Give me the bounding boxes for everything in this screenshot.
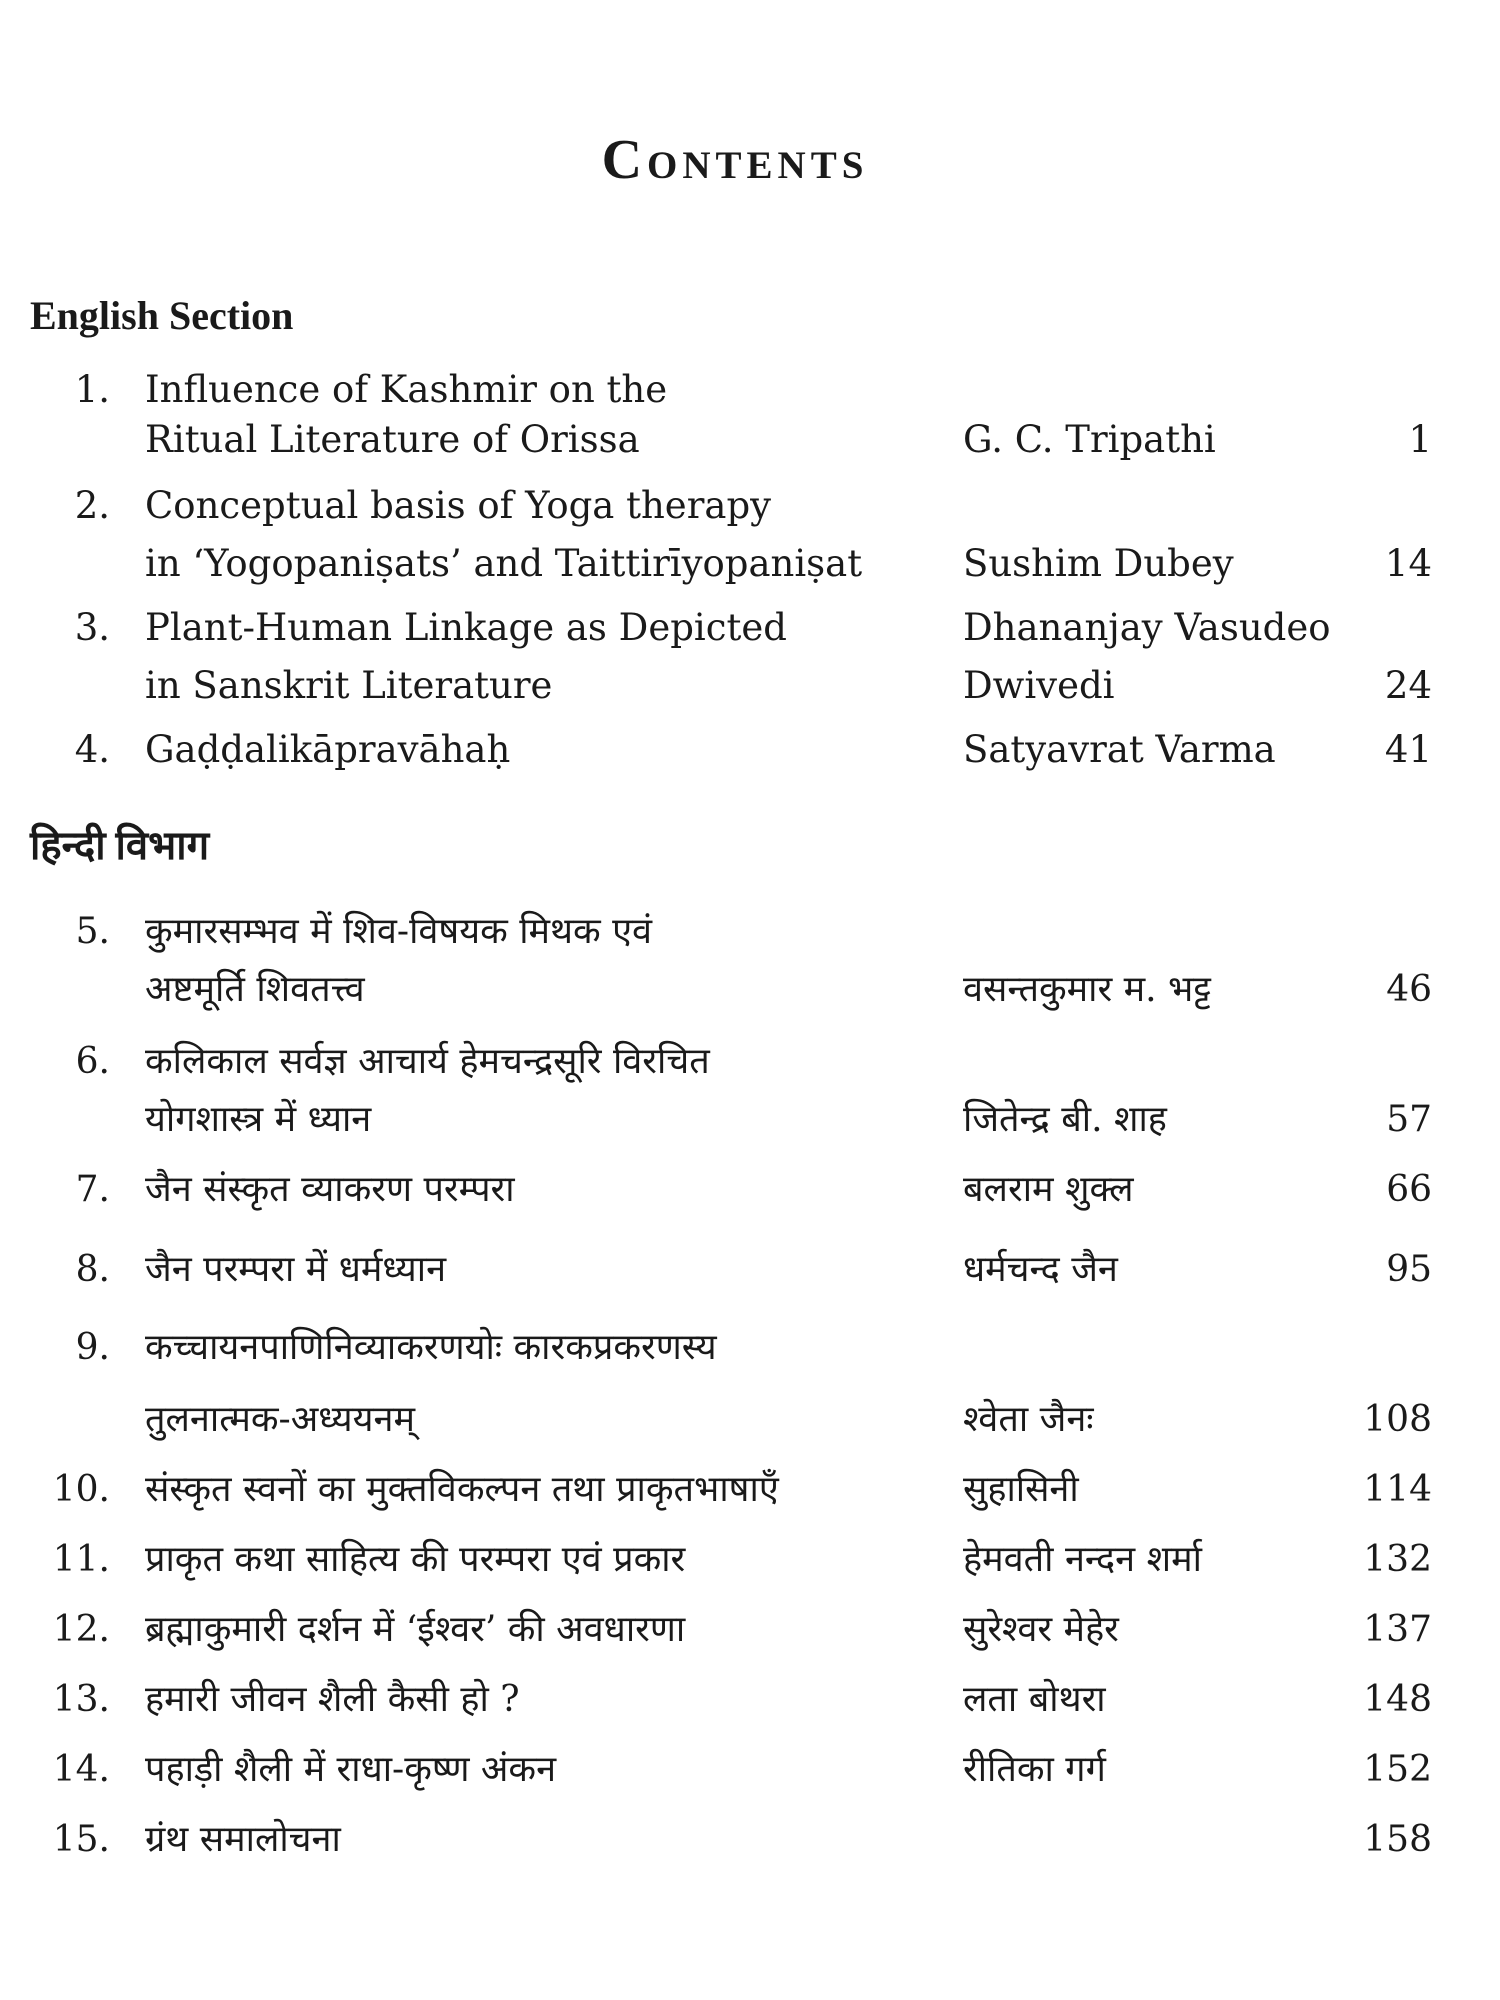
entry-page: 114 <box>1363 1469 1432 1510</box>
toc-entry-12 <box>0 1602 1500 1658</box>
entry-title: Influence of Kashmir on the <box>145 368 668 411</box>
entry-author: श्वेता जैनः <box>963 1399 1094 1440</box>
entry-title: तुलनात्मक-अध्ययनम् <box>145 1399 415 1440</box>
entry-author: Dhananjay Vasudeo <box>963 606 1331 649</box>
entry-title: ब्रह्माकुमारी दर्शन में ‘ईश्वर’ की अवधारणा <box>145 1609 686 1650</box>
entry-page: 148 <box>1363 1679 1432 1720</box>
entry-title: Plant-Human Linkage as Depicted <box>145 606 787 649</box>
entry-author: Dwivedi <box>963 664 1115 707</box>
toc-entry-7 <box>0 1162 1500 1218</box>
english-section-heading: English Section <box>30 293 294 338</box>
toc-entry-8 <box>0 1242 1500 1298</box>
entry-title: अष्टमूर्ति शिवतत्त्व <box>145 969 365 1010</box>
toc-entry-9-line-1 <box>0 1320 1500 1376</box>
toc-entry-14 <box>0 1742 1500 1798</box>
entry-title: प्राकृत कथा साहित्य की परम्परा एवं प्रकार <box>145 1539 686 1580</box>
entry-author: सुरेश्वर मेहेर <box>963 1609 1119 1650</box>
entry-page: 137 <box>1363 1609 1432 1650</box>
entry-number: 9. <box>75 1327 110 1368</box>
entry-number: 1. <box>74 368 110 411</box>
entry-title: Gaḍḍalikāpravāhaḥ <box>145 728 511 771</box>
entry-number: 7. <box>75 1169 110 1210</box>
entry-page: 132 <box>1363 1539 1432 1580</box>
toc-entry-3-line-2 <box>0 658 1500 714</box>
entry-page: 66 <box>1386 1169 1432 1210</box>
entry-title: कुमारसम्भव में शिव-विषयक मिथक एवं <box>145 911 653 952</box>
toc-entry-5-line-2 <box>0 962 1500 1018</box>
toc-entry-6-line-2 <box>0 1092 1500 1148</box>
entry-page: 152 <box>1363 1749 1432 1790</box>
toc-entry-2-line-2 <box>0 536 1500 592</box>
toc-entry-15 <box>0 1812 1500 1868</box>
entry-author: जितेन्द्र बी. शाह <box>963 1099 1167 1140</box>
entry-number: 5. <box>75 911 110 952</box>
entry-page: 108 <box>1363 1399 1432 1440</box>
entry-title: जैन संस्कृत व्याकरण परम्परा <box>145 1169 515 1210</box>
entry-title: जैन परम्परा में धर्मध्यान <box>145 1249 447 1290</box>
entry-title: हमारी जीवन शैली कैसी हो ? <box>145 1679 520 1720</box>
entry-author: रीतिका गर्ग <box>963 1749 1106 1790</box>
toc-entry-5-line-1 <box>0 904 1500 960</box>
toc-entry-1-line-2 <box>0 412 1500 468</box>
entry-title: संस्कृत स्वनों का मुक्तविकल्पन तथा प्राकृतभाषाएँ <box>145 1469 779 1510</box>
toc-entry-6-line-1 <box>0 1034 1500 1090</box>
toc-entry-4-line-1 <box>0 722 1500 778</box>
entry-title: कच्चायनपाणिनिव्याकरणयोः कारकप्रकरणस्य <box>145 1327 717 1368</box>
entry-title: in ‘Yogopaniṣats’ and Taittirīyopaniṣat <box>145 542 863 585</box>
entry-number: 10. <box>52 1469 110 1510</box>
entry-title: योगशास्त्र में ध्यान <box>145 1099 372 1140</box>
toc-entry-11 <box>0 1532 1500 1588</box>
toc-entry-2-line-1 <box>0 478 1500 534</box>
entry-author: G. C. Tripathi <box>963 418 1216 461</box>
entry-number: 11. <box>52 1539 110 1580</box>
toc-entry-10 <box>0 1462 1500 1518</box>
entry-page: 95 <box>1386 1249 1432 1290</box>
entry-number: 6. <box>75 1041 110 1082</box>
hindi-section-heading: हिन्दी विभाग <box>30 823 210 868</box>
entry-author: बलराम शुक्ल <box>963 1169 1134 1210</box>
entry-title: ग्रंथ समालोचना <box>145 1819 341 1860</box>
entry-number: 3. <box>74 606 110 649</box>
entry-title: Conceptual basis of Yoga therapy <box>145 484 772 527</box>
entry-author: धर्मचन्द जैन <box>963 1249 1118 1290</box>
entry-page: 46 <box>1386 969 1432 1010</box>
entry-number: 8. <box>75 1249 110 1290</box>
entry-number: 15. <box>52 1819 110 1860</box>
entry-title: कलिकाल सर्वज्ञ आचार्य हेमचन्द्रसूरि विरचित <box>145 1041 710 1082</box>
entry-page: 14 <box>1384 542 1432 585</box>
entry-number: 4. <box>74 728 110 771</box>
entry-number: 12. <box>52 1609 110 1650</box>
toc-entry-13 <box>0 1672 1500 1728</box>
entry-page: 24 <box>1384 664 1432 707</box>
entry-author: वसन्तकुमार म. भट्ट <box>963 969 1211 1010</box>
entry-title: पहाड़ी शैली में राधा-कृष्ण अंकन <box>145 1749 557 1790</box>
entry-number: 14. <box>52 1749 110 1790</box>
entry-page: 57 <box>1386 1099 1432 1140</box>
entry-title: in Sanskrit Literature <box>145 664 553 707</box>
toc-entry-1-line-1 <box>0 362 1500 418</box>
toc-entry-9-line-2 <box>0 1392 1500 1448</box>
toc-entry-3-line-1 <box>0 600 1500 656</box>
entry-number: 13. <box>52 1679 110 1720</box>
entry-number: 2. <box>74 484 110 527</box>
entry-author: हेमवती नन्दन शर्मा <box>963 1539 1202 1580</box>
entry-page: 158 <box>1363 1819 1432 1860</box>
entry-page: 1 <box>1408 418 1432 461</box>
page-title: Contents <box>601 129 869 191</box>
entry-title: Ritual Literature of Orissa <box>145 418 640 461</box>
entry-author: सुहासिनी <box>963 1469 1079 1510</box>
entry-author: Satyavrat Varma <box>963 728 1276 771</box>
entry-page: 41 <box>1384 728 1432 771</box>
entry-author: लता बोथरा <box>963 1679 1106 1720</box>
entry-author: Sushim Dubey <box>963 542 1234 585</box>
